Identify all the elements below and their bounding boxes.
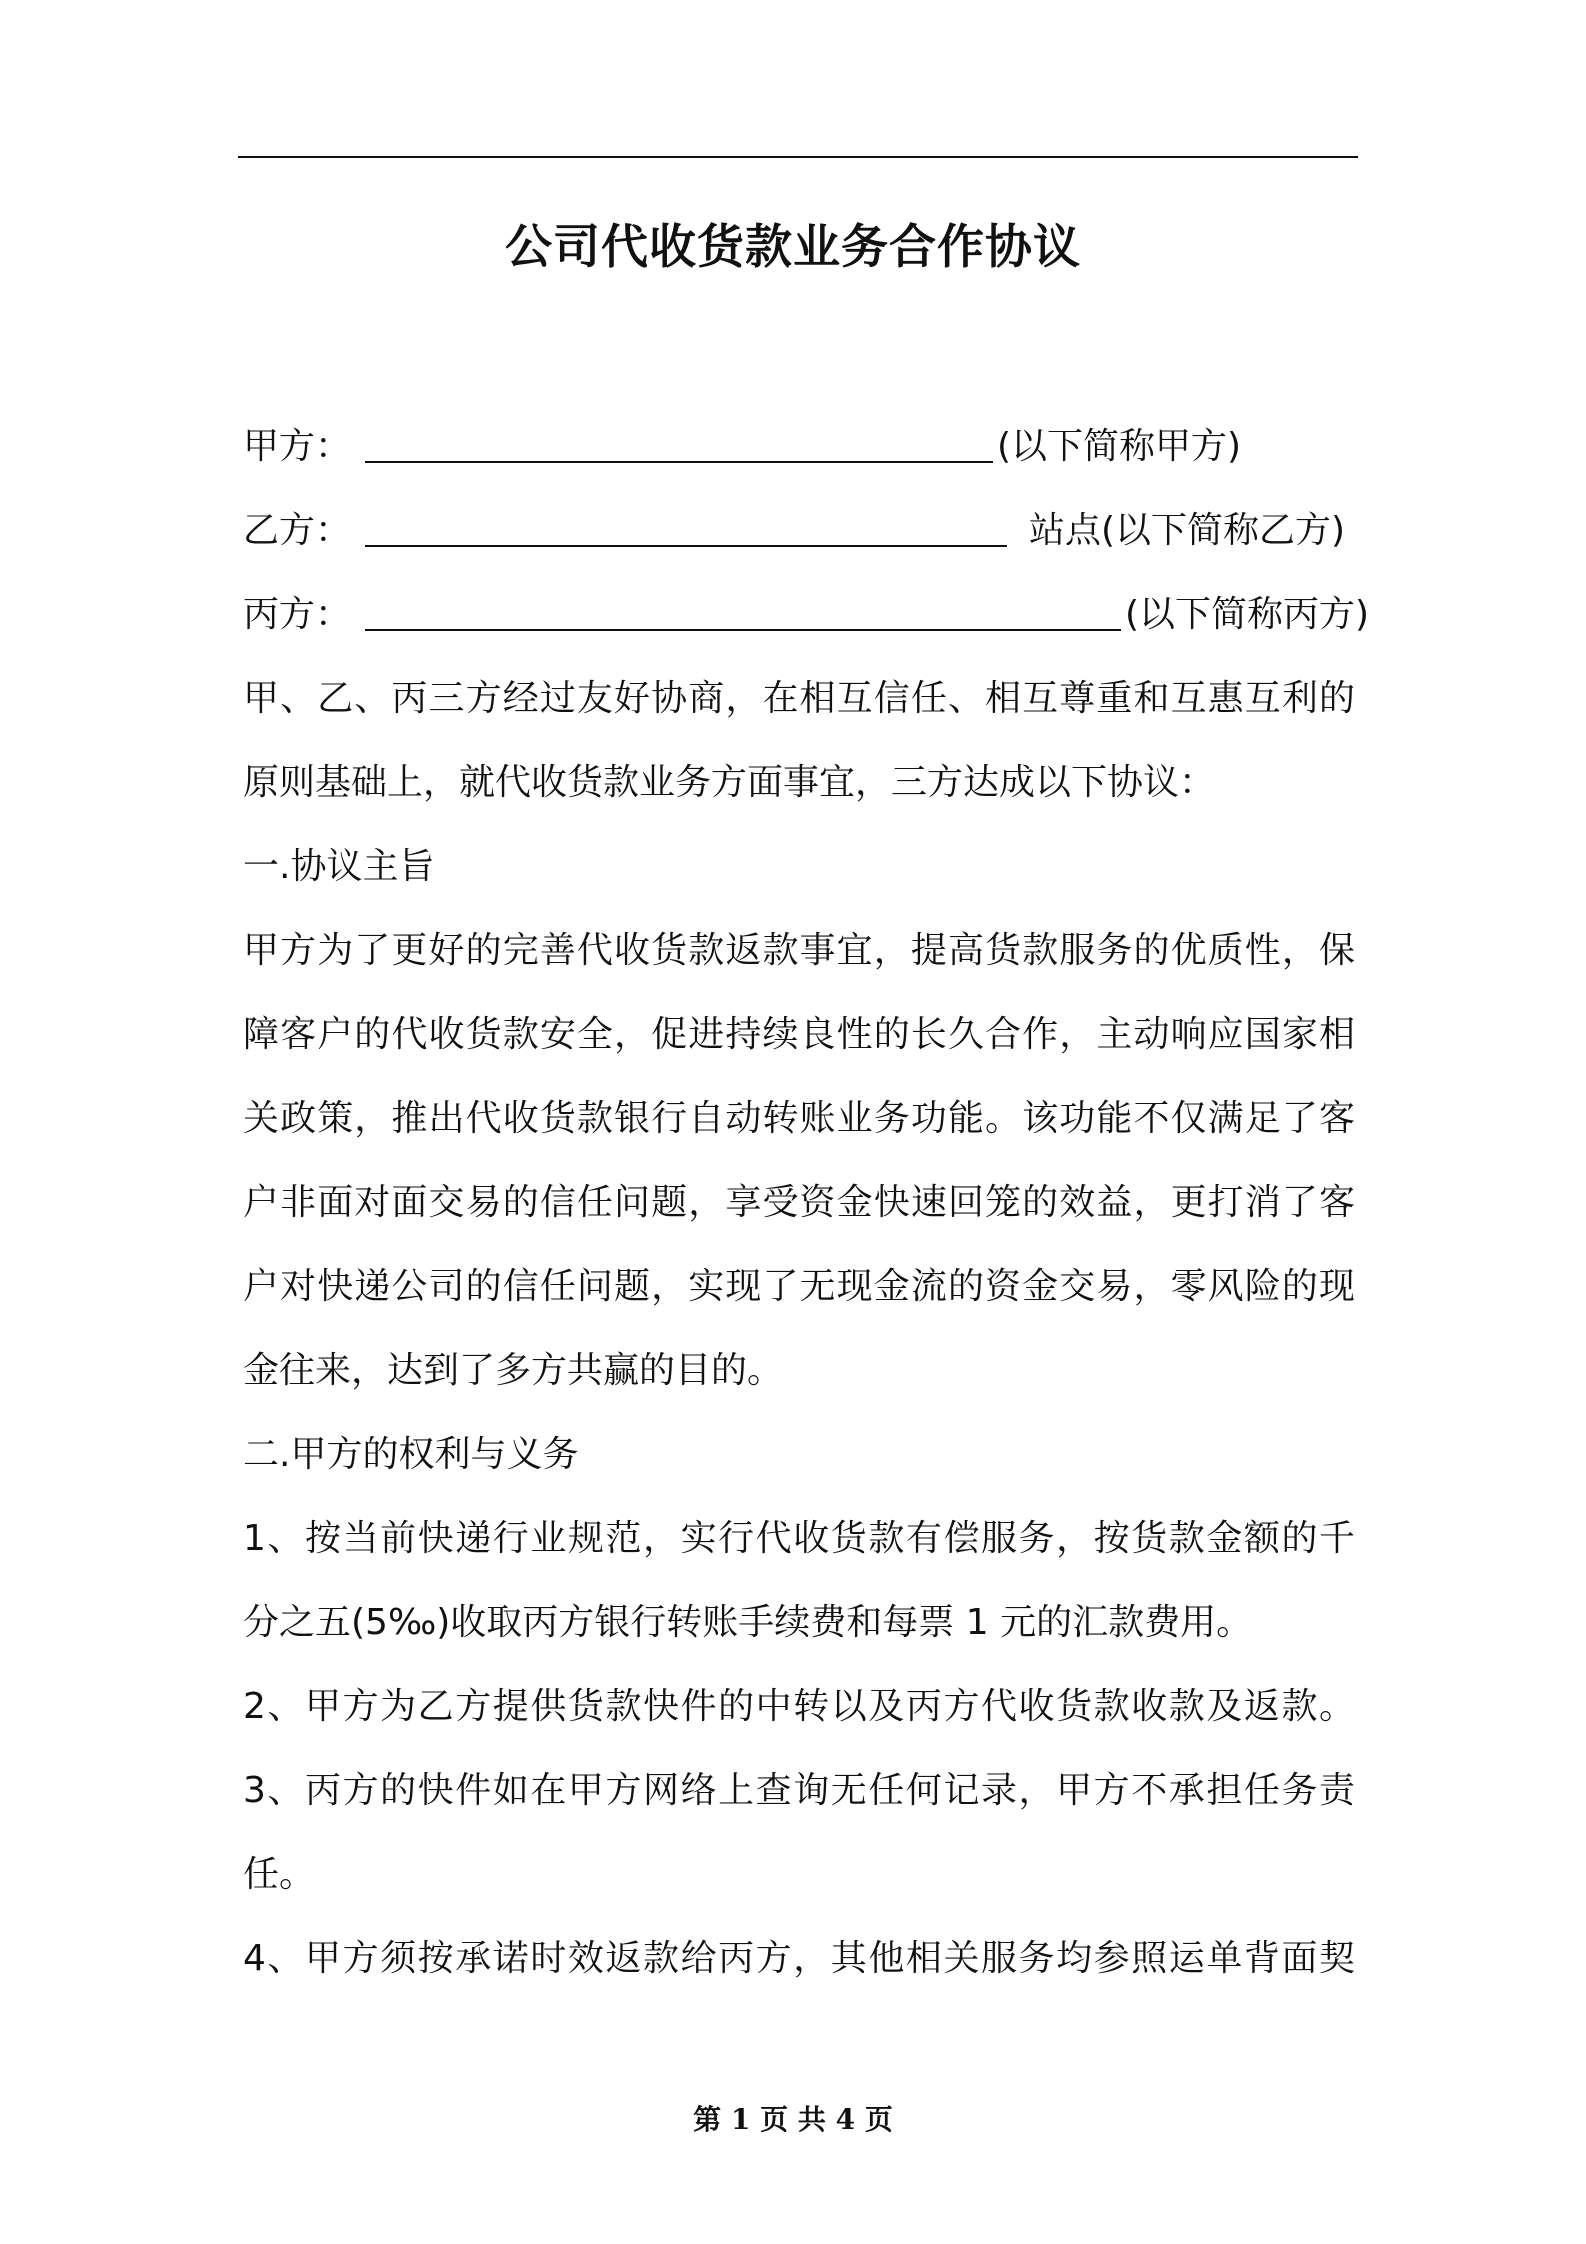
party-b-suffix: 站点(以下简称乙方) bbox=[1029, 510, 1346, 551]
clause-line: 4、甲方须按承诺时效返款给丙方，其他相关服务均参照运单背面契 bbox=[243, 1938, 1355, 1979]
party-c-blank bbox=[365, 628, 1121, 631]
paragraph-line: 甲方为了更好的完善代收货款返款事宜，提高货款服务的优质性，保 bbox=[243, 930, 1355, 971]
document-body bbox=[243, 405, 1370, 2001]
paragraph-line: 障客户的代收货款安全，促进持续良性的长久合作，主动响应国家相 bbox=[243, 1014, 1355, 1055]
party-a-line bbox=[243, 405, 1355, 489]
page-number: 第 1 页 共 4 页 bbox=[693, 2103, 893, 2136]
party-c-label: 丙方： bbox=[243, 594, 352, 635]
clause-line: 任。 bbox=[243, 1854, 316, 1895]
section-heading: 二.甲方的权利与义务 bbox=[243, 1434, 579, 1475]
paragraph-line: 关政策，推出代收货款银行自动转账业务功能。该功能不仅满足了客 bbox=[243, 1098, 1355, 1139]
paragraph-line: 金往来，达到了多方共赢的目的。 bbox=[243, 1350, 784, 1391]
paragraph-line: 户非面对面交易的信任问题，享受资金快速回笼的效益，更打消了客 bbox=[243, 1182, 1355, 1223]
paragraph-line: 原则基础上，就代收货款业务方面事宜，三方达成以下协议： bbox=[243, 762, 1216, 803]
section-heading: 一.协议主旨 bbox=[243, 846, 435, 887]
party-a-label: 甲方： bbox=[243, 426, 352, 467]
clause-line: 3、丙方的快件如在甲方网络上查询无任何记录，甲方不承担任务责 bbox=[243, 1770, 1355, 1811]
document-title: 公司代收货款业务合作协议 bbox=[505, 220, 1081, 275]
party-b-line bbox=[243, 489, 1355, 573]
header-rule bbox=[238, 156, 1358, 158]
party-a-blank bbox=[365, 460, 993, 463]
party-a-suffix: (以下简称甲方) bbox=[997, 426, 1242, 467]
clause-line: 2、甲方为乙方提供货款快件的中转以及丙方代收货款收款及返款。 bbox=[243, 1686, 1355, 1727]
party-c-suffix: (以下简称丙方) bbox=[1125, 594, 1370, 635]
clause-line: 1、按当前快递行业规范，实行代收货款有偿服务，按货款金额的千 bbox=[243, 1518, 1355, 1559]
clause-line: 分之五(5‰)收取丙方银行转账手续费和每票 1 元的汇款费用。 bbox=[243, 1602, 1253, 1643]
party-b-label: 乙方： bbox=[243, 510, 352, 551]
party-c-line bbox=[243, 573, 1370, 657]
paragraph-line: 甲、乙、丙三方经过友好协商，在相互信任、相互尊重和互惠互利的 bbox=[243, 678, 1355, 719]
paragraph-line: 户对快递公司的信任问题，实现了无现金流的资金交易，零风险的现 bbox=[243, 1266, 1355, 1307]
party-b-blank bbox=[365, 544, 1007, 547]
